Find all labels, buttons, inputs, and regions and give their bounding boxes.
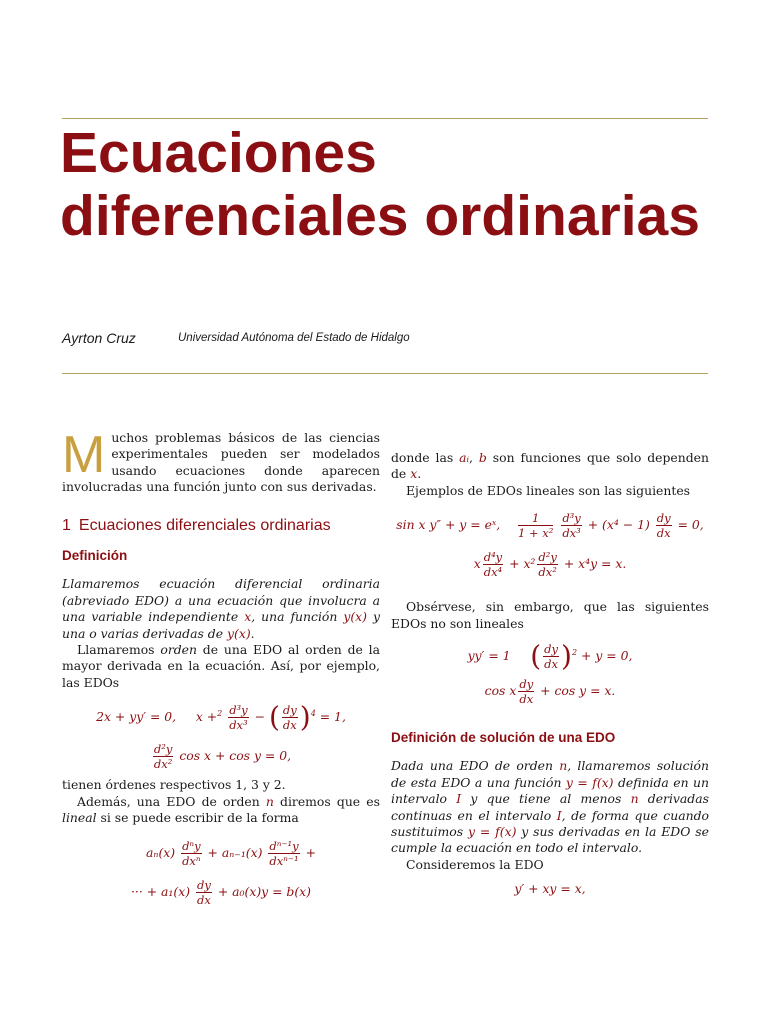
equation-linear-form-line1: aₙ(x) $\frac{\text{dⁿy}}{\text{dxⁿ}}$ + aₙ₋₁(x) $\frac{\text{dⁿ⁻¹y}}{\text{dxⁿ⁻¹}}$ + <box>146 838 316 868</box>
equation-linear-examples-line1: sin x y″ + y = eˣ, $\frac{1}{\text{1 + x²}}$ $\frac{\text{d³y}}{\text{dx³}}$ + (x⁴ − 1) $\frac{dy}{dx}$ = 0, <box>396 511 704 541</box>
equation-last: y′ + xy = x, <box>514 881 586 897</box>
linear-examples-intro: Ejemplos de EDOs lineales son las siguientes <box>406 482 691 498</box>
linear-paragraph: Además, una EDO de orden n diremos que es lineal si se puede escribir de la forma <box>62 793 380 826</box>
nonlinear-intro: Obsérvese, sin embargo, que las siguientes EDOs no son lineales <box>391 599 709 631</box>
equation-linear-form-line2: ··· + a₁(x) $\frac{dy}{dx}$ + a₀(x)y = b(x) <box>130 877 312 907</box>
order-paragraph: Llamaremos orden de una EDO al orden de la mayor derivada en la ecuación. Así, por ejemplo, las EDOs <box>62 642 380 690</box>
section-number: 1 <box>62 516 71 534</box>
equation-nonlinear-line1: yy′ = 1 ( $\frac{dy}{dx}$ )$^2$ + y = 0, <box>467 639 633 673</box>
section-title: Ecuaciones diferenciales ordinarias <box>78 516 331 534</box>
left-column <box>62 426 380 907</box>
intro-paragraph: Muchos problemas básicos de las ciencias experimentales pueden ser modelados usando ecuaciones donde aparecen involucradas una función junto con sus derivadas. <box>62 426 380 495</box>
section-heading <box>62 518 380 534</box>
orders-paragraph: tienen órdenes respectivos 1, 3 y 2. <box>62 777 286 793</box>
equation-examples-order: 2x + yy′ = 0, x +$^2$ $\frac{\text{d³y}}{\text{dx³}}$ − ( $\frac{dy}{dx}$ )$^4$ = 1, <box>96 700 346 734</box>
author-affiliation: Universidad Autónoma del Estado de Hidalgo <box>178 332 410 344</box>
drop-cap: M <box>62 426 106 484</box>
equation-example-second-order: $\frac{\text{d²y}}{\text{dx²}}$ cos x + cos y = 0, <box>153 742 292 772</box>
right-column <box>391 450 709 898</box>
coefficients-paragraph: donde las aᵢ, b son funciones que solo dependen de x. <box>391 450 709 482</box>
consider-paragraph: Consideremos la EDO <box>406 856 544 872</box>
definition-text: Llamaremos ecuación diferencial ordinaria (abreviado EDO) a una ecuación que involucra a una variable independiente x, una función y(x) y una o varias derivadas de y(x). <box>62 576 380 641</box>
page-title: Ecuaciones diferenciales ordinarias <box>60 121 700 248</box>
solution-definition-heading: Definición de solución de una EDO <box>391 730 616 746</box>
header-bottom-rule <box>62 373 708 374</box>
equation-linear-examples-line2: x $\frac{\text{d⁴y}}{\text{dx⁴}}$ + x² $\frac{\text{d²y}}{\text{dx²}}$ + x⁴y = x. <box>473 550 627 580</box>
solution-definition-text: Dada una EDO de orden n, llamaremos solución de esta EDO a una función y = f(x) definida en un intervalo I y que tiene al menos n derivadas continuas en el intervalo I, de forma que cuando sustituimos y = f(x) y sus derivadas en la EDO se cumple la ecuación en todo el intervalo. <box>391 758 709 856</box>
definition-heading: Definición <box>62 548 128 564</box>
top-rule <box>62 118 708 119</box>
equation-nonlinear-line2: cos x $\frac{dy}{dx}$ + cos y = x. <box>484 677 616 707</box>
author-name: Ayrton Cruz <box>62 330 136 346</box>
